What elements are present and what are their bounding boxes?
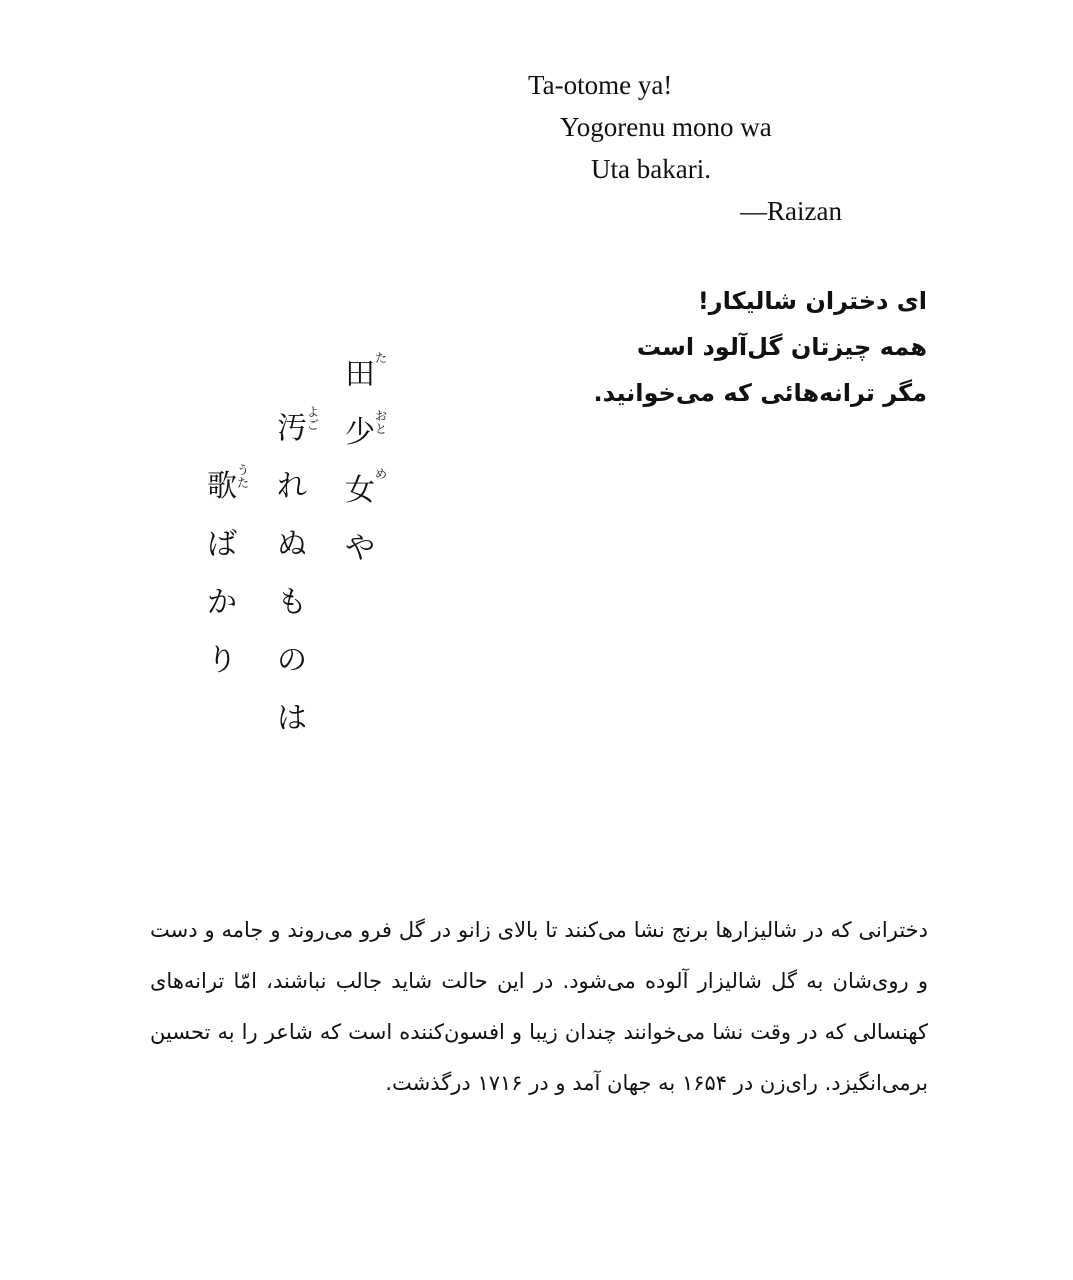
- japanese-char: [202, 574, 242, 632]
- japanese-char: [340, 520, 380, 578]
- japanese-char: [272, 516, 312, 574]
- japanese-glyph: も: [277, 585, 307, 620]
- persian-line-2: همه چیزتان گل‌آلود است: [636, 333, 927, 361]
- furigana: よご: [306, 405, 319, 432]
- japanese-char: [202, 632, 242, 690]
- japanese-column-3: [202, 458, 249, 690]
- japanese-char: [272, 690, 312, 748]
- japanese-char: [202, 516, 242, 574]
- japanese-glyph: は: [277, 701, 307, 736]
- japanese-column-1: [340, 346, 387, 578]
- furigana: うた: [236, 463, 249, 490]
- furigana: め: [374, 467, 387, 481]
- japanese-glyph: 少: [345, 415, 375, 450]
- japanese-glyph: か: [207, 585, 237, 620]
- japanese-glyph: ぬ: [277, 527, 307, 562]
- japanese-column-2: [272, 400, 319, 748]
- persian-line-1: ای دختران شالیکار!: [697, 287, 927, 315]
- romaji-line-1: Ta-otome ya!: [528, 70, 673, 100]
- japanese-glyph: の: [277, 643, 307, 678]
- japanese-glyph: 女: [345, 473, 375, 508]
- japanese-char: [202, 458, 249, 516]
- japanese-char: [272, 458, 312, 516]
- japanese-glyph: 田: [345, 357, 375, 392]
- japanese-glyph: 歌: [207, 469, 237, 504]
- japanese-char: [340, 346, 387, 404]
- commentary-paragraph: دخترانی که در شالیزارها برنج نشا می‌کنند تا بالای زانو در گل فرو می‌روند و جامه و دست و روی‌شان به گل شالیزار آلوده می‌شود. در این حالت شاید جالب نباشند، امّا ترانه‌های کهنسالی که در وقت نشا می‌خوانند چندان زیبا و افسون‌کننده است که شاعر را به تحسین برمی‌انگیزد. رای‌زن در ۱۶۵۴ به جهان آمد و در ۱۷۱۶ درگذشت.: [150, 918, 928, 1095]
- japanese-glyph: や: [345, 531, 375, 566]
- romaji-author: —Raizan: [740, 196, 842, 226]
- persian-poem: [507, 278, 927, 416]
- japanese-char: [340, 404, 387, 462]
- japanese-glyph: り: [207, 643, 237, 678]
- japanese-char: [340, 462, 387, 520]
- japanese-char: [272, 574, 312, 632]
- persian-line-3: مگر ترانه‌هائی که می‌خوانید.: [593, 379, 927, 407]
- furigana: た: [374, 351, 387, 365]
- furigana: おと: [374, 409, 387, 436]
- romaji-line-2: Yogorenu mono wa: [560, 112, 772, 142]
- japanese-glyph: れ: [277, 469, 307, 504]
- japanese-char: [272, 400, 319, 458]
- japanese-char: [272, 632, 312, 690]
- japanese-glyph: ば: [207, 527, 237, 562]
- romaji-line-3: Uta bakari.: [591, 154, 711, 184]
- japanese-glyph: 汚: [277, 411, 307, 446]
